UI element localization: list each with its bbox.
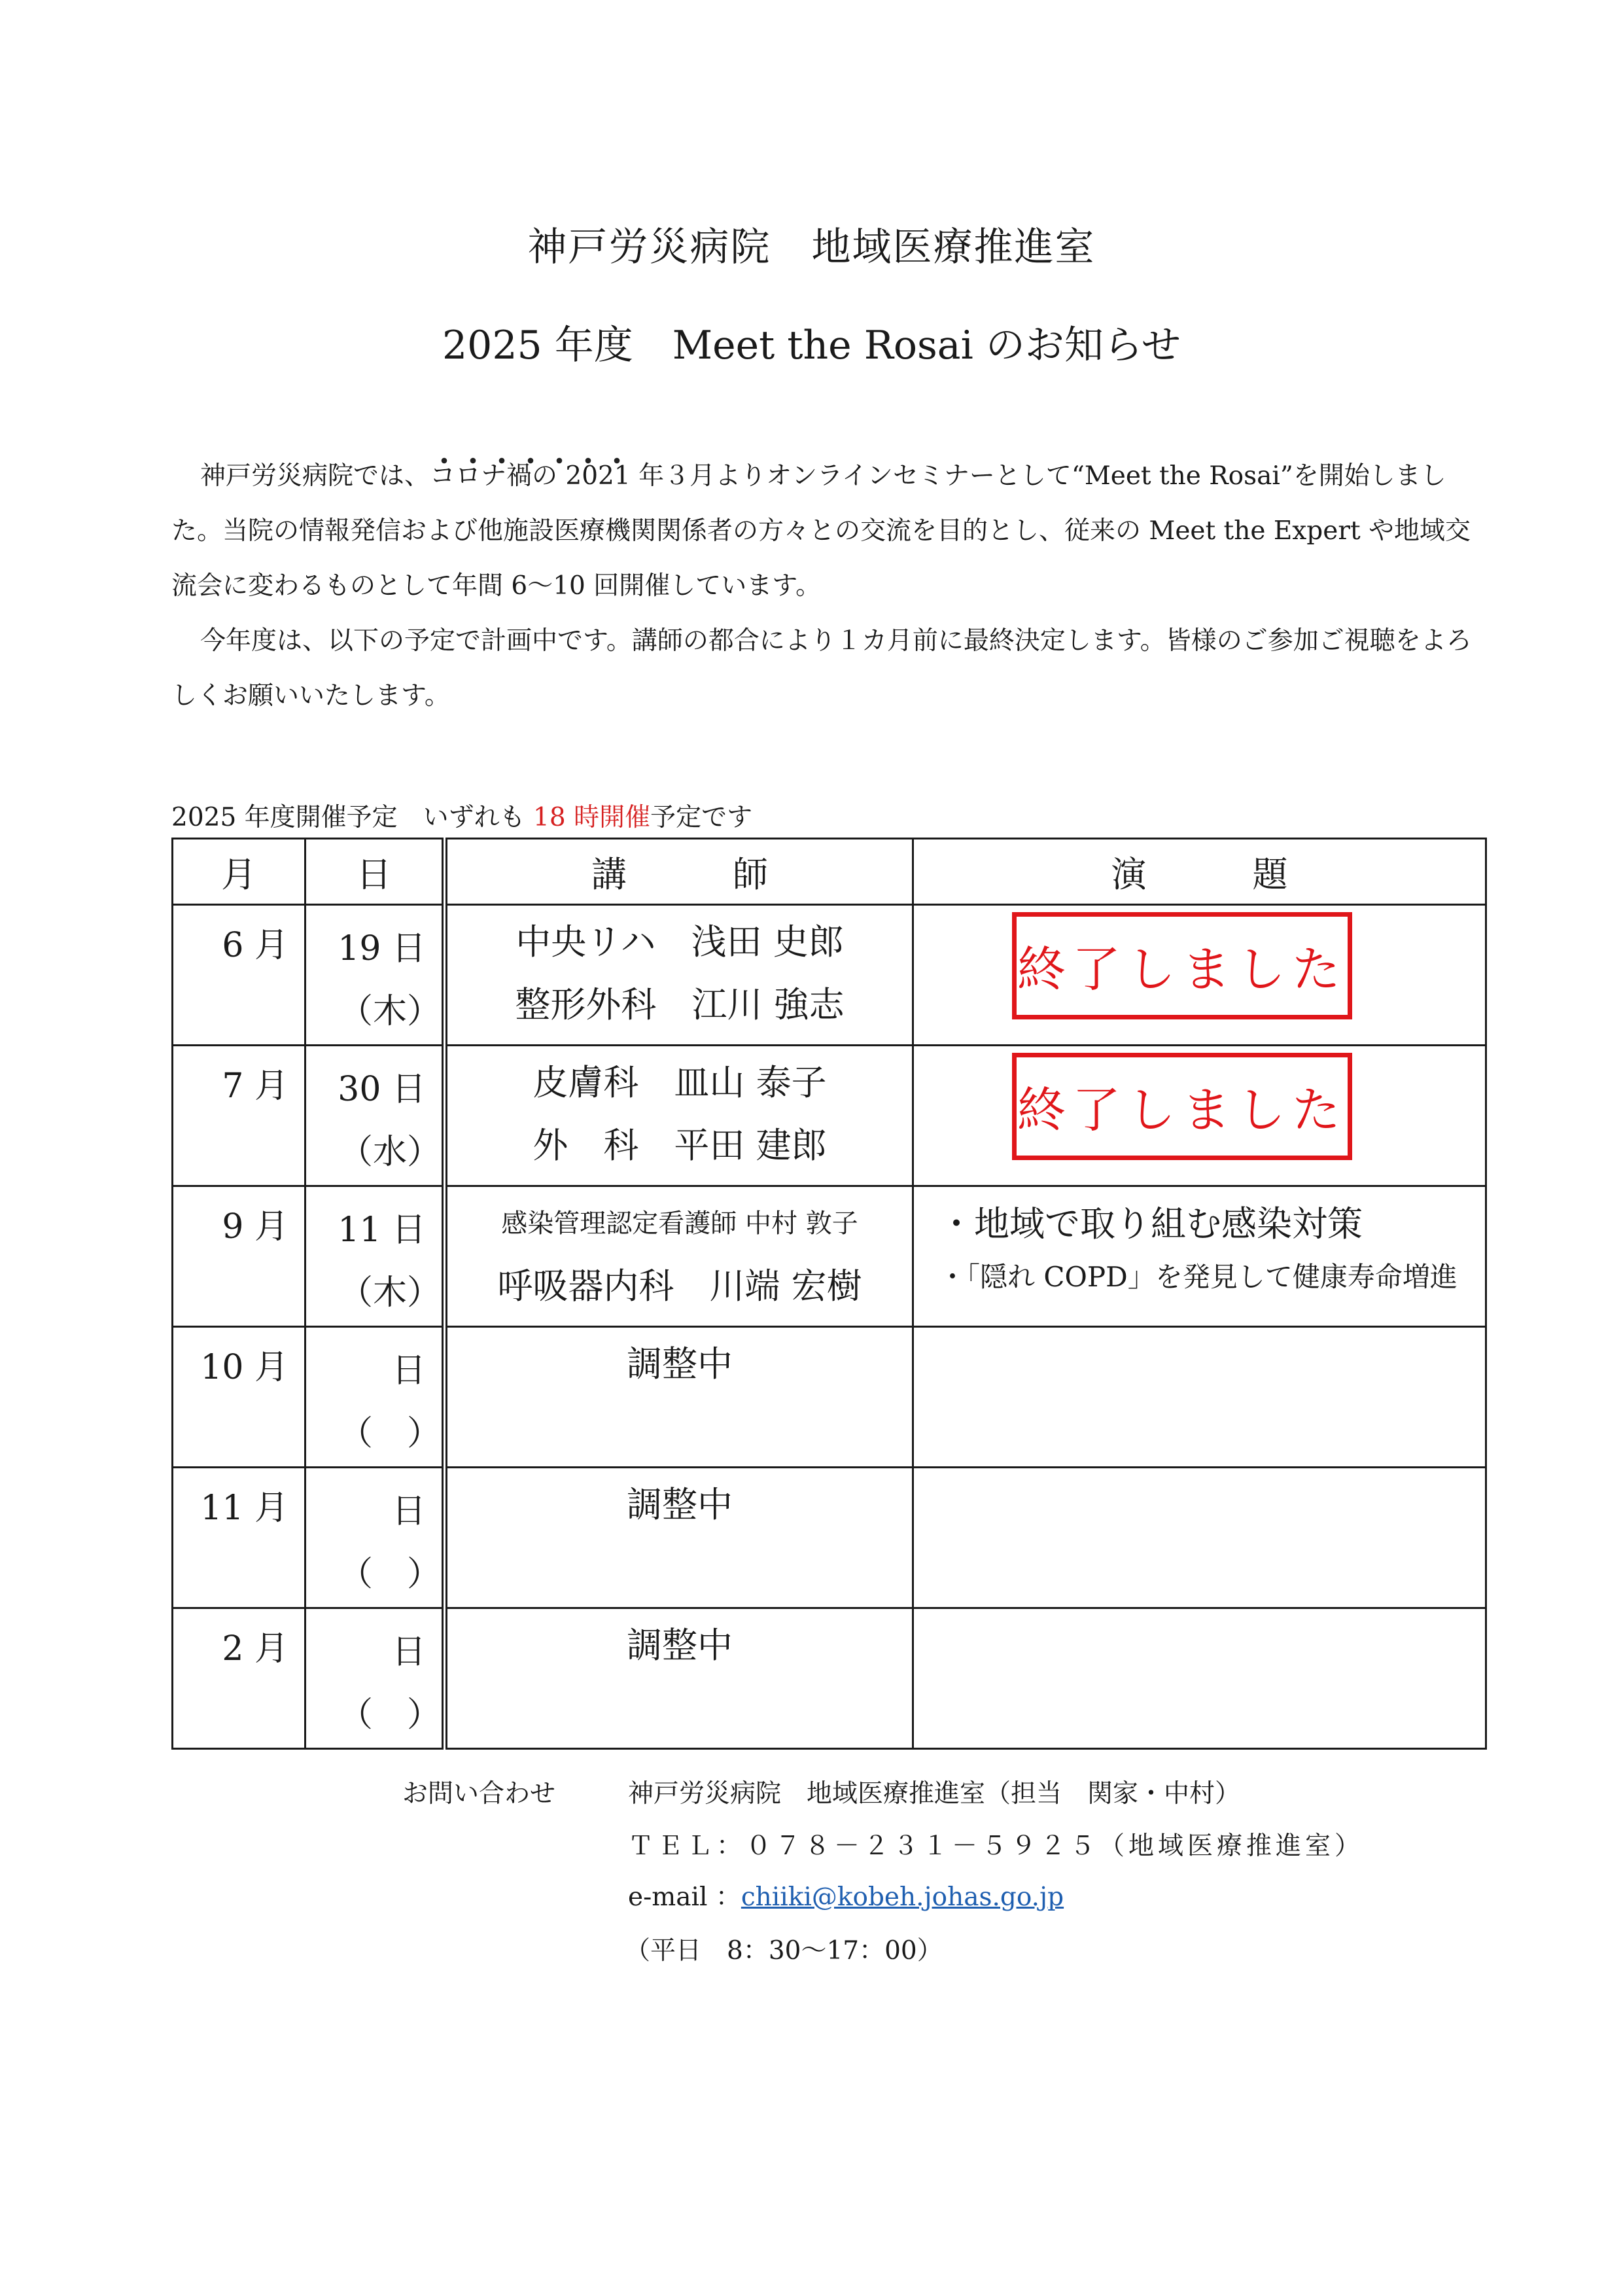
day-cell — [305, 1186, 445, 1327]
lecturer-cell — [445, 1327, 913, 1468]
schedule-caption-time: 18 時開催 — [533, 803, 651, 832]
month-cell: 9 月 — [173, 1186, 305, 1327]
lecturer-line: 中央リハ 浅田 史郎 — [515, 921, 844, 963]
day-cell — [305, 1327, 445, 1468]
lecturer-cell — [445, 1046, 913, 1186]
contact-label: お問い合わせ — [402, 1779, 556, 1809]
header-month: 月 — [173, 839, 305, 905]
lecturer-cell — [445, 1186, 913, 1327]
lecturer-line: 調整中 — [627, 1484, 733, 1525]
day-cell — [305, 1046, 445, 1186]
email-link[interactable]: chiiki@kobeh.johas.go.jp — [741, 1882, 1064, 1912]
weekday-value: （ ） — [339, 1414, 442, 1453]
lecturer-cell — [445, 1608, 913, 1749]
table-row — [173, 1186, 1486, 1327]
topic-cell — [913, 1327, 1486, 1468]
page-title: 神戸労災病院 地域医療推進室 — [527, 224, 1096, 270]
header-day: 日 — [305, 839, 445, 905]
lecturer-line: 呼吸器内科 川端 宏樹 — [497, 1265, 862, 1307]
schedule-caption-b: 予定です — [650, 803, 753, 832]
email-label: e-mail ： — [628, 1882, 741, 1912]
table-row — [173, 1327, 1486, 1468]
day-cell — [305, 1608, 445, 1749]
month-cell: 6 月 — [173, 905, 305, 1046]
schedule-table — [171, 838, 1487, 1750]
month-cell: 11 月 — [173, 1468, 305, 1608]
lecturer-cell — [445, 905, 913, 1046]
table-header-row — [173, 839, 1486, 905]
weekday-value: （ ） — [339, 1555, 442, 1594]
header-topic: 演 題 — [913, 839, 1486, 905]
lecturer-line: 調整中 — [627, 1625, 733, 1666]
contact-hours: （平日 8：30～17：00） — [625, 1936, 943, 1966]
day-value: 日 — [391, 1633, 426, 1672]
month-cell: 2 月 — [173, 1608, 305, 1749]
table-row — [173, 1468, 1486, 1608]
header-lecturer: 講 師 — [445, 839, 913, 905]
topic-cell — [913, 1468, 1486, 1608]
weekday-value: （木） — [339, 992, 442, 1031]
finished-stamp: 終了しました — [1012, 912, 1352, 1019]
day-cell — [305, 1468, 445, 1608]
day-value: 30 日 — [338, 1070, 426, 1109]
topic-cell — [913, 1186, 1486, 1327]
topic-line: ・地域で取り組む感染対策 — [939, 1203, 1363, 1245]
intro-emphasis: コロナ禍の 2021 — [430, 456, 631, 491]
day-value: 日 — [391, 1351, 426, 1390]
intro-text-2: 今年度は、以下の予定で計画中です。講師の都合により１カ月前に最終決定します。皆様のご参加ご視聴をよろしくお願いいたします。 — [171, 626, 1472, 711]
table-row — [173, 1608, 1486, 1749]
intro-paragraph-2 — [171, 614, 1473, 724]
weekday-value: （水） — [339, 1133, 442, 1172]
table-row — [173, 1046, 1486, 1186]
weekday-value: （木） — [339, 1273, 442, 1313]
schedule-caption-a: 2025 年度開催予定 いずれも — [171, 803, 534, 832]
topic-line: ・「隠れ COPD」を発見して健康寿命増進 — [939, 1261, 1457, 1293]
weekday-value: （ ） — [339, 1695, 442, 1735]
month-cell: 7 月 — [173, 1046, 305, 1186]
table-row — [173, 905, 1486, 1046]
topic-cell — [913, 1046, 1486, 1186]
lecturer-line: 調整中 — [627, 1343, 733, 1385]
topic-cell — [913, 905, 1486, 1046]
month-cell: 10 月 — [173, 1327, 305, 1468]
day-value: 19 日 — [338, 929, 426, 968]
day-cell — [305, 905, 445, 1046]
contact-office: 神戸労災病院 地域医療推進室（担当 関家・中村） — [628, 1779, 1241, 1809]
intro-text-a: 神戸労災病院では、 — [200, 461, 430, 491]
day-value: 日 — [391, 1492, 426, 1531]
intro-text-b: 年３月よりオンラインセミナーとして“Meet the Rosai”を開始しました。当院の情報発信および他施設医療機関関係者の方々との交流を目的とし、従来の Meet the Expert や地域交流会に変わるものとして年間 6～10 回開催しています。 — [171, 461, 1471, 601]
lecturer-line: 皮膚科 皿山 泰子 — [532, 1062, 827, 1103]
lecturer-line: 外 科 平田 建郎 — [532, 1125, 827, 1166]
topic-cell — [913, 1608, 1486, 1749]
lecturer-line: 感染管理認定看護師 中村 敦子 — [501, 1209, 858, 1239]
schedule-caption — [171, 797, 752, 834]
lecturer-line: 整形外科 江川 強志 — [515, 984, 845, 1025]
contact-email-line — [628, 1877, 1064, 1913]
lecturer-cell — [445, 1468, 913, 1608]
page-subtitle: 2025 年度 Meet the Rosai のお知らせ — [442, 323, 1181, 368]
intro-paragraph-1 — [171, 449, 1473, 614]
contact-tel: ＴＥＬ：０７８－２３１－５９２５（地域医療推進室） — [628, 1831, 1365, 1861]
day-value: 11 日 — [338, 1210, 426, 1250]
finished-stamp: 終了しました — [1012, 1053, 1352, 1160]
